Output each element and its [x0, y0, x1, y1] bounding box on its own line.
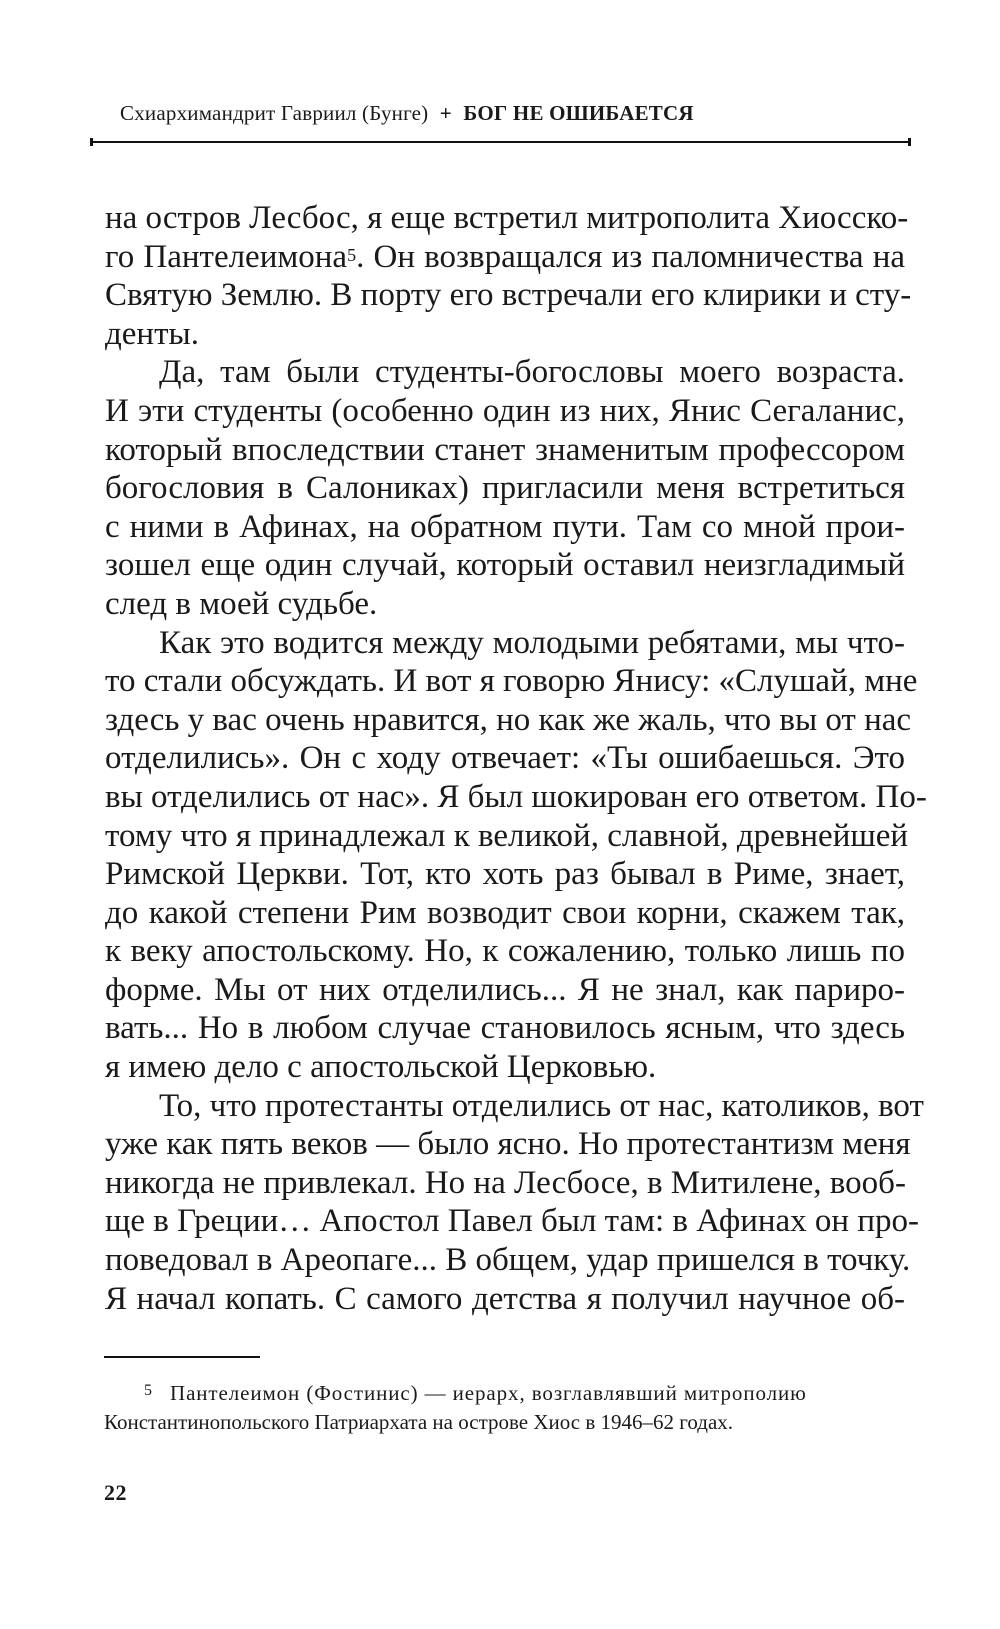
footnote-line: Константинопольского Патриархата на острове Хиос в 1946–62 годах. — [104, 1410, 734, 1434]
text-line: то стали обсуждать. И вот я говорю Янису: «Слушай, мне — [105, 663, 918, 700]
text-line: тому что я принадлежал к великой, славной, древнейшей — [105, 817, 909, 854]
text-line: никогда не привлекал. Но на Лесбосе, в Митилене, вооб- — [105, 1164, 906, 1201]
text-line: на остров Лесбос, я еще встретил митрополита Хиосско- — [105, 200, 909, 236]
header-book-title: БОГ НЕ ОШИБАЕТСЯ — [463, 101, 694, 125]
text-line: Я начал копать. С самого детства я получил научное об- — [105, 1280, 905, 1317]
footnote-number: 5 — [144, 1382, 152, 1399]
text-line: отделились». Он с ходу отвечает: «Ты ошибаешься. Это — [105, 740, 905, 777]
text-line: богословия в Салониках) пригласили меня встретиться — [105, 470, 905, 507]
text-line: поведовал в Ареопаге... В общем, удар пришелся в точку. — [105, 1242, 911, 1279]
text-line: к веку апостольскому. Но, к сожалению, только лишь по — [105, 933, 905, 970]
text-line: до какой степени Рим возводит свои корни, скажем так, — [105, 894, 905, 931]
footnote-text: Пантелеимон (Фостинис) — иерарх, возглавлявший митрополию — [170, 1381, 807, 1405]
text-line: вы отделились от нас». Я был шокирован его ответом. По- — [105, 778, 927, 815]
running-header — [120, 101, 910, 126]
text-line: ще в Греции… Апостол Павел был там: в Афинах он про- — [105, 1203, 919, 1240]
text-line: след в моей судьбе. — [105, 585, 378, 622]
header-rule — [90, 141, 911, 143]
text-fragment: го Пантелеимона — [105, 238, 348, 275]
text-line: я имею дело с апостольской Церковью. — [105, 1049, 657, 1086]
text-line: Святую Землю. В порту его встречали его клирики и сту- — [105, 277, 912, 314]
footnote-line — [104, 1379, 904, 1408]
footnote-rule — [104, 1356, 260, 1358]
text-fragment: . Он возвращался из паломничества на — [356, 238, 905, 275]
text-line: зошел еще один случай, который оставил неизгладимый — [105, 547, 905, 584]
body-text — [105, 199, 927, 1318]
footnote — [104, 1379, 904, 1437]
footnote-reference: 5 — [347, 244, 357, 265]
text-line: уже как пять веков — было ясно. Но протестантизм меня — [105, 1126, 911, 1163]
page-number: 22 — [104, 1480, 127, 1505]
text-line: здесь у вас очень нравится, но как же жаль, что вы от нас — [105, 701, 912, 738]
text-line — [105, 238, 905, 277]
text-line: То, что протестанты отделились от нас, католиков, вот — [159, 1087, 924, 1124]
text-line: вать... Но в любом случае становилось ясным, что здесь — [105, 1010, 905, 1047]
text-line: Да, там были студенты-богословы моего возраста. — [159, 354, 905, 391]
text-line: И эти студенты (особенно один из них, Янис Сегаланис, — [105, 392, 905, 429]
text-line: Римской Церкви. Тот, кто хоть раз бывал в Риме, знает, — [105, 856, 905, 893]
header-cross-separator: + — [439, 101, 452, 125]
text-line: форме. Мы от них отделились... Я не знал, как париро- — [105, 971, 905, 1008]
text-line: который впоследствии станет знаменитым профессором — [105, 431, 905, 468]
text-line: с ними в Афинах, на обратном пути. Там со мной прои- — [105, 508, 905, 545]
text-line: денты. — [105, 315, 199, 352]
text-line: Как это водится между молодыми ребятами, мы что- — [159, 624, 905, 661]
header-author: Схиархимандрит Гавриил (Бунге) — [120, 101, 429, 125]
